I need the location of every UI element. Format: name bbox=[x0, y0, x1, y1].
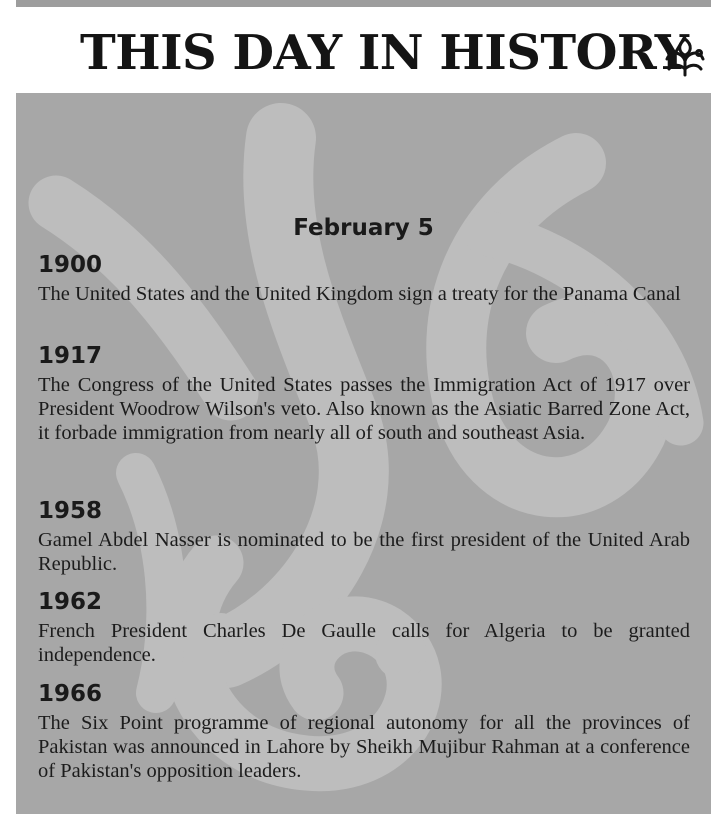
entry-year: 1958 bbox=[38, 498, 103, 524]
fleuron-ornament-icon bbox=[663, 35, 707, 79]
page-title: THIS DAY IN HISTORY bbox=[80, 25, 689, 81]
entry-text: Gamel Abdel Nasser is nominated to be the first president of the United Arab Republic. bbox=[38, 529, 690, 575]
top-rule bbox=[16, 0, 711, 7]
entry-year: 1966 bbox=[38, 681, 103, 707]
history-entry bbox=[38, 679, 690, 783]
entry-year: 1917 bbox=[38, 343, 103, 369]
entry-year: 1900 bbox=[38, 252, 103, 278]
date-heading: February 5 bbox=[293, 215, 434, 241]
history-content bbox=[16, 93, 711, 814]
history-entry bbox=[38, 341, 690, 445]
entry-text: The United States and the United Kingdom sign a treaty for the Panama Canal bbox=[38, 283, 681, 305]
entry-text: The Six Point programme of regional autonomy for all the provinces of Pakistan was announced in Lahore by Sheikh Mujibur Rahman at a conference of Pakistan's opposition leaders. bbox=[38, 712, 690, 782]
entry-text: The Congress of the United States passes the Immigration Act of 1917 over President Woodrow Wilson's veto. Also known as the Asiatic Barred Zone Act, it forbade immigration from nearly all of south and southeast Asia. bbox=[38, 374, 690, 444]
history-panel bbox=[16, 93, 711, 814]
history-entry bbox=[38, 587, 690, 667]
history-entry bbox=[38, 250, 690, 306]
entry-year: 1962 bbox=[38, 589, 103, 615]
header bbox=[16, 7, 711, 93]
entry-text: French President Charles De Gaulle calls for Algeria to be granted independence. bbox=[38, 620, 690, 666]
history-entry bbox=[38, 496, 690, 576]
